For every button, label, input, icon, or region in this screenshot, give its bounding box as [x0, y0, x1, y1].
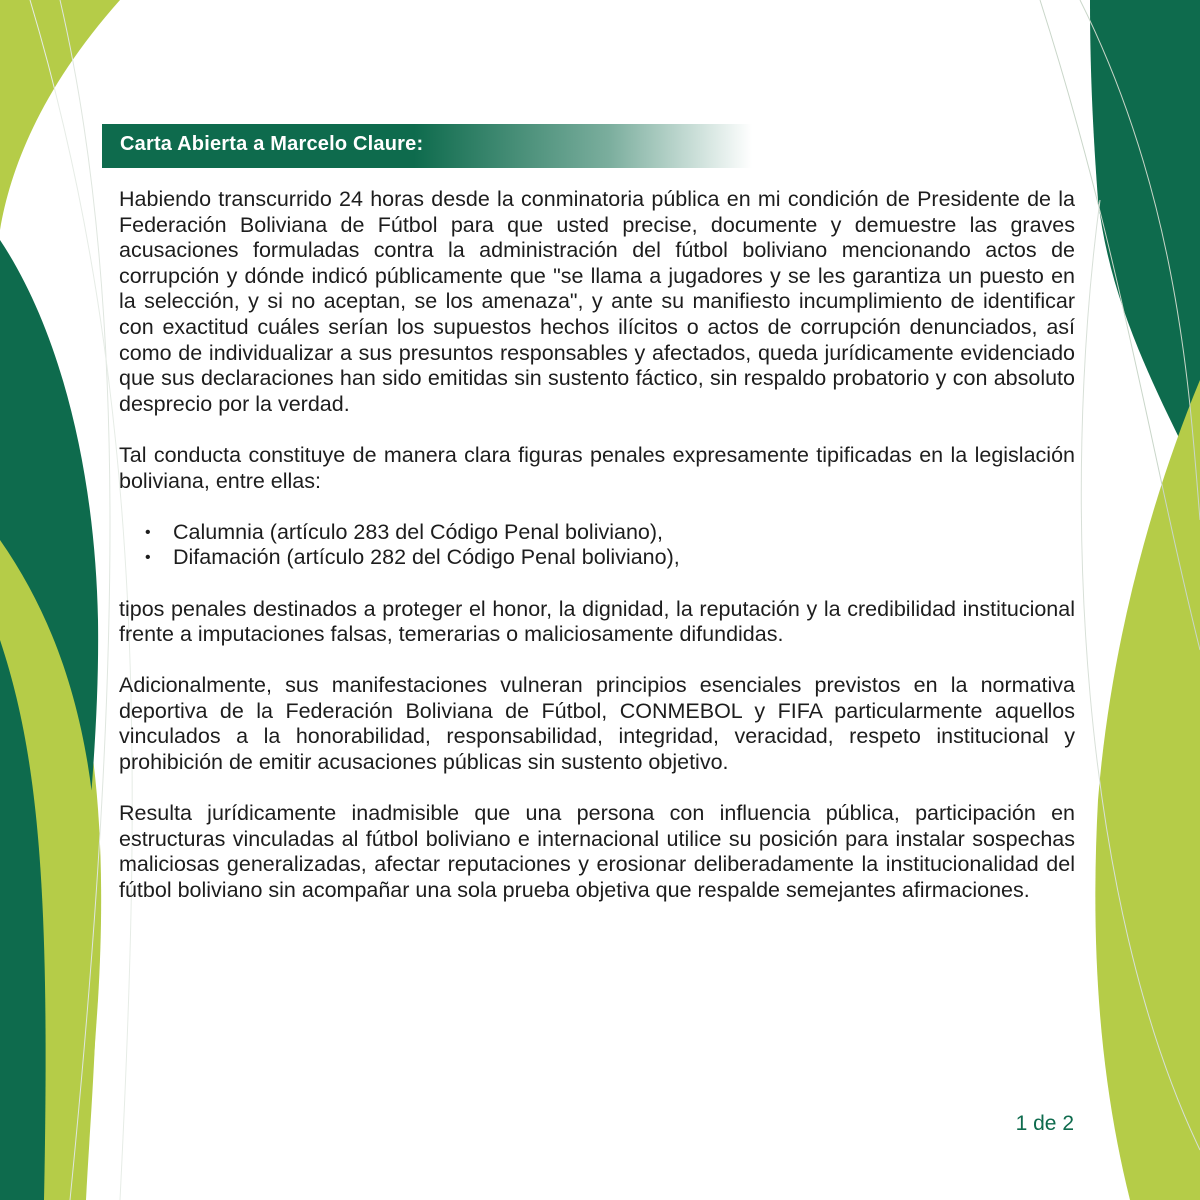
bullet-icon: • [145, 549, 151, 567]
letter-title: Carta Abierta a Marcelo Claure: [120, 133, 424, 155]
list-item-text: Calumnia (artículo 283 del Código Penal boliviano), [173, 519, 664, 544]
list-item [145, 545, 1075, 571]
list-item [145, 520, 1075, 546]
paragraph-3: tipos penales destinados a proteger el honor, la dignidad, la reputación y la credibilidad institucional frente a imputaciones falsas, temerarias o maliciosamente difundidas. [119, 596, 1075, 647]
offense-list [119, 520, 1075, 571]
paragraph-2: Tal conducta constituye de manera clara figuras penales expresamente tipificadas en la legislación boliviana, entre ellas: [119, 442, 1075, 493]
list-item-text: Difamación (artículo 282 del Código Penal boliviano), [173, 545, 680, 570]
paragraph-1: Habiendo transcurrido 24 horas desde la conminatoria pública en mi condición de Presidente de la Federación Boliviana de Fútbol para que usted precise, documente y demuestre las graves acusaciones formuladas contra la administración del fútbol boliviano mencionando actos de corrupción y dónde indicó públicamente que "se llama a jugadores y se les garantiza un puesto en la selección, y si no aceptan, se los amenaza", y ante su manifiesto incumplimiento de identificar con exactitud cuáles serían los supuestos hechos ilícitos o actos de corrupción denunciados, así como de individualizar a sus presuntos responsables y afectados, queda jurídicamente evidenciado que sus declaraciones han sido emitidas sin sustento fáctico, sin respaldo probatorio y con absoluto desprecio por la verdad. [119, 187, 1075, 416]
title-banner [102, 124, 752, 168]
bullet-icon: • [145, 523, 151, 541]
paragraph-4: Adicionalmente, sus manifestaciones vulneran principios esenciales previstos en la normativa deportiva de la Federación Boliviana de Fútbol, CONMEBOL y FIFA particularmente aquellos vinculados a la honorabilidad, responsabilidad, integridad, veracidad, respeto institucional y prohibición de emitir acusaciones públicas sin sustento objetivo. [119, 673, 1075, 775]
page-number: 1 de 2 [1015, 1112, 1074, 1135]
letter-body [119, 187, 1075, 904]
paragraph-5: Resulta jurídicamente inadmisible que una persona con influencia pública, participación en estructuras vinculadas al fútbol boliviano e internacional utilice su posición para instalar sospechas maliciosas generalizadas, afectar reputaciones y erosionar deliberadamente la institucionalidad del fútbol boliviano sin acompañar una sola prueba objetiva que respalde semejantes afirmaciones. [119, 801, 1075, 903]
